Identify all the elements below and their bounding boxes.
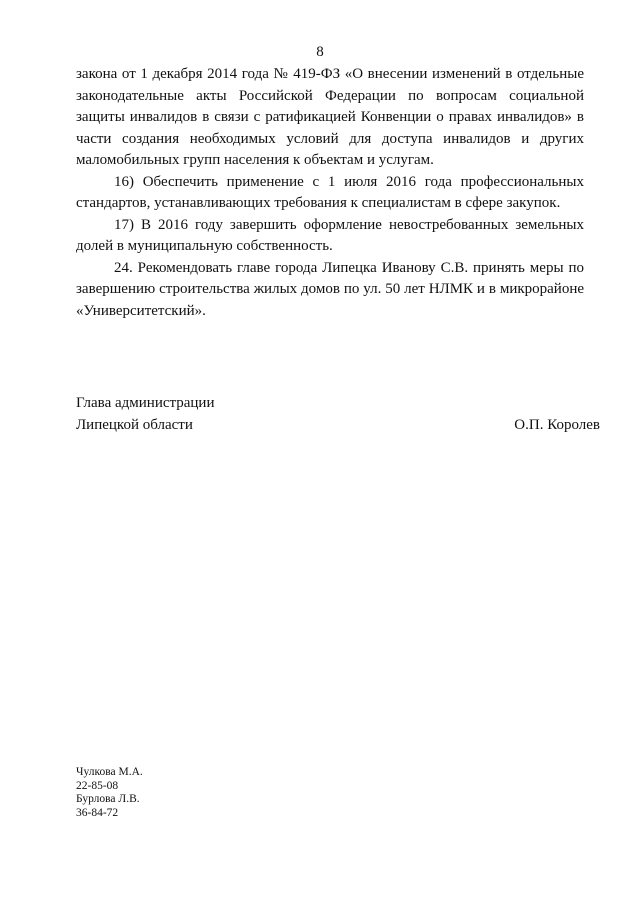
executor-phone: 36-84-72 (76, 806, 119, 819)
signatory-title-line2: Липецкой области (76, 417, 193, 433)
executors-block (76, 766, 143, 820)
page-number: 8 (316, 44, 324, 60)
signatory-name: О.П. Королев (514, 417, 600, 433)
paragraph-continuation: закона от 1 декабря 2014 года № 419-ФЗ «О внесении изменений в отдельные законодательные акты Российской Федерации по вопросам социальной защиты инвалидов в связи с ратификацией Конвенции о правах инвалидов» в части создания необходимых условий для доступа инвалидов и других маломобильных групп населения к объектам и услугам. (76, 66, 584, 168)
body-text (76, 64, 584, 322)
signatory-title-line1: Глава администрации (76, 395, 215, 411)
paragraph-item-17: 17) В 2016 году завершить оформление невостребованных земельных долей в муниципальную собственность. (76, 216, 584, 254)
executor-name: Чулкова М.А. (76, 766, 143, 778)
paragraph-item-16: 16) Обеспечить применение с 1 июля 2016 года профессиональных стандартов, устанавливающих требования к специалистам в сфере закупок. (76, 173, 584, 211)
executor-name: Бурлова Л.В. (76, 793, 140, 806)
signature-line (76, 414, 600, 436)
executor-phone: 22-85-08 (76, 779, 119, 792)
signature-block (76, 392, 600, 436)
paragraph-item-24: 24. Рекомендовать главе города Липецка Иванову С.В. принять меры по завершению строительства жилых домов по ул. 50 лет НЛМК и в микрорайоне «Университетский». (76, 259, 584, 319)
